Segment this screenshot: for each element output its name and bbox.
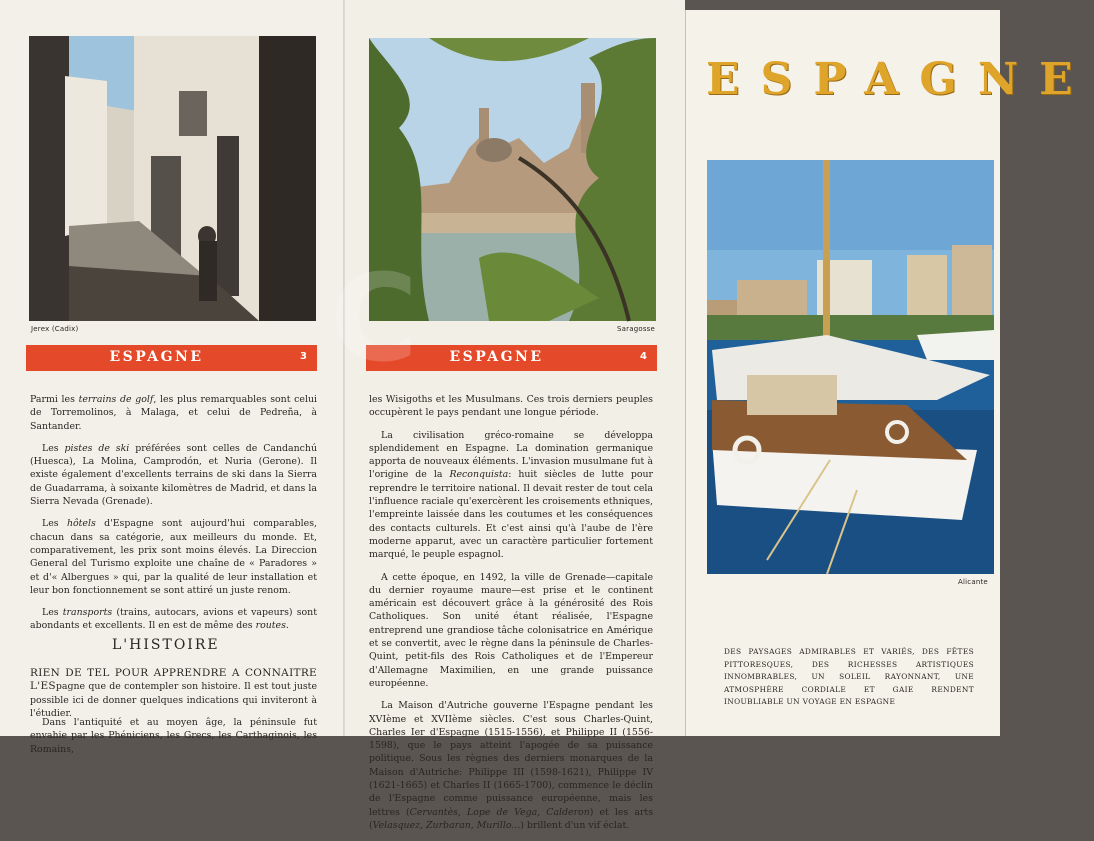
paragraph-continued: les Wisigoths et les Musulmans. Ces trois derniers peuples occupèrent le pays pendant une longue période. bbox=[369, 394, 653, 419]
history-paragraph: Dans l'antiquité et au moyen âge, la péninsule fut envahie par les Phéniciens, les Grecs, les Carthaginois, les Romains, bbox=[30, 717, 317, 755]
cover-tagline: DES PAYSAGES ADMIRABLES ET VARIÉS, DES FÊTES PITTORESQUES, DES RICHESSES ARTISTIQUES INNOMBRABLES, UN SOLEIL RAYONNANT, UNE ATMOSPHÈRE CORDIALE ET GAIE RENDENT INOUBLIABLE UN VOYAGE EN ESPAGNE bbox=[724, 647, 974, 706]
photo-caption: Saragosse bbox=[617, 325, 656, 333]
photo-saragosse bbox=[369, 38, 656, 321]
paragraph-hotels: Les hôtels d'Espagne sont aujourd'hui comparables, chacun dans sa catégorie, aux meilleurs du monde. Et, comparativement, les prix sont moins élevés. La Direccion General del Turismo exploite une chaîne de « Paradores » et d'« Albergues » qui, par la qualité de leur installation et leur bon fonctionnement se sont attiré un juste renom. bbox=[30, 518, 317, 596]
band-title: ESPAGNE bbox=[109, 349, 204, 365]
paragraph-transports: Les transports (trains, autocars, avions et vapeurs) sont abondants et excellents. Il en est de même des routes. bbox=[30, 607, 317, 632]
lead-caps: RIEN DE TEL POUR APPRENDRE A CONNAITRE L'ES bbox=[30, 667, 317, 693]
brochure-panel-page-4 bbox=[345, 0, 685, 831]
photo-caption: Jerex (Cadix) bbox=[31, 325, 79, 333]
brochure-cover bbox=[685, 10, 1094, 736]
lead-rest: pagne que de contempler son histoire. Il est tout juste possible ici de donner quelques indications qui inviteront à l'étudier. bbox=[30, 681, 317, 719]
paragraph-autriche: La Maison d'Autriche gouverne l'Espagne pendant les XVIème et XVIIème siècles. C'est sous Charles-Quint, Charles Ier d'Espagne (1515-1556), et Philippe II (1556-1598), que le pays atteint l'apogée de sa puissance politique. Sous les règnes des derniers monarques de la Maison d'Autriche: Philippe III (1598-1621), Philippe IV (1621-1665) et Charles II (1665-1700), commence le déclin de l'Espagne comme puissance européenne, mais les lettres (Cervantès, Lope de Vega, Calderon) et les arts (Velasquez, Zurbaran, Murillo...) brillent d'un vif éclat. bbox=[369, 700, 654, 831]
page-number: 3 bbox=[300, 351, 307, 362]
history-intro bbox=[30, 667, 317, 720]
paragraph-ski: Les pistes de ski préférées sont celles de Candanchú (Huesca), La Molina, Camprodón, et Nuria (Gerone). Il existe également d'excellents terrains de ski dans la Sierra de Guadarrama, à soixante kilomètres de Madrid, et dans la Sierra Nevada (Grenade). bbox=[30, 442, 317, 508]
cover-title: ESPAGNE bbox=[706, 54, 1094, 105]
section-band bbox=[26, 345, 317, 371]
practical-info-text bbox=[30, 393, 317, 642]
brochure-panel-page-3 bbox=[0, 0, 345, 755]
photo-jerez-street bbox=[29, 36, 316, 321]
section-title-histoire: L'HISTOIRE bbox=[112, 637, 220, 653]
paragraph-civilisation: La civilisation gréco-romaine se développa splendidement en Espagne. La domination germanique apporta de nouveaux éléments. L'invasion musulmane fut à l'origine de la Reconquista: huit siècles de lutte pour reprendre le territoire national. Il devait rester de tout cela l'influence raciale qu'exercèrent les croisements ethniques, l'empreinte laissée dans les coutumes et les conséquences des contacts culturels. Et c'est ainsi qu'à l'aube de l'ère moderne apparut, avec un caractère particulier fortement marqué, le peuple espagnol. bbox=[369, 429, 653, 561]
history-text bbox=[369, 393, 653, 841]
band-title: ESPAGNE bbox=[449, 349, 544, 365]
section-band bbox=[366, 345, 657, 371]
photo-caption: Alicante bbox=[958, 578, 988, 586]
page-number: 4 bbox=[640, 351, 647, 362]
paragraph-1492: A cette époque, en 1492, la ville de Grenade—capitale du dernier royaume maure—est prise et le continent américain est découvert grâce à la générosité des Rois Catholiques. Son unité étant réalisée, l'Espagne entreprend une grandiose tâche colonisatrice en Amérique et se convertit, avec le règne dans la péninsule de Charles-Quint, petit-fils des Rois Catholiques et de l'Empereur d'Allemagne Maximilien, en une grande puissance européenne. bbox=[369, 571, 653, 689]
photo-alicante-harbor bbox=[707, 160, 994, 574]
paragraph-golf: Parmi les terrains de golf, les plus remarquables sont celui de Torremolinos, à Malaga, et celui de Pedreña, à Santander. bbox=[30, 394, 317, 432]
